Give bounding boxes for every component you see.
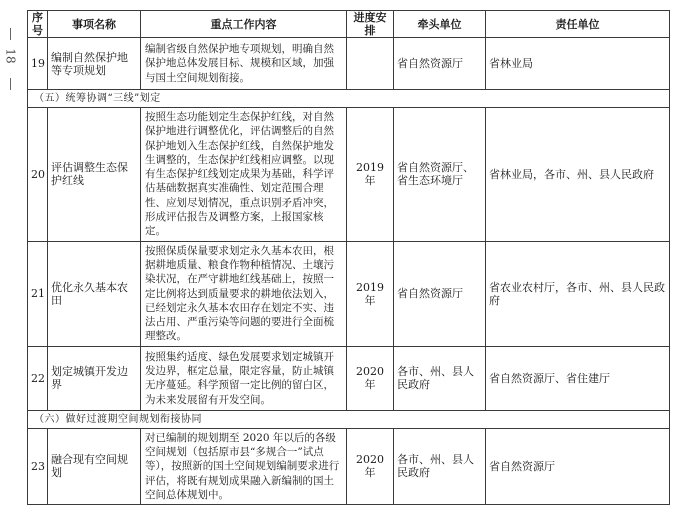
item-responsible: 省农业农村厅，各市、州、县人民政府 [486,241,670,346]
item-lead: 省自然资源厅 [394,38,486,90]
item-lead: 各市、州、县人民政府 [394,428,486,504]
item-schedule: 2019 年 [347,241,394,346]
header-lead: 牵头单位 [394,11,486,38]
header-responsible: 责任单位 [486,11,670,38]
row-number: 21 [28,241,48,346]
item-lead: 各市、州、县人民政府 [394,346,486,410]
section-heading-row [28,410,670,428]
item-content: 对已编制的规划期至 2020 年以后的各级空间规划（包括原市县“多规合一”试点等），按照新的国土空间规划编制要求进行评估，将既有规划成果融入新编制的国土空间总体规划中。 [141,428,347,504]
header-content: 重点工作内容 [141,11,347,38]
table-header-row [28,11,670,38]
item-schedule [347,38,394,90]
row-number: 22 [28,346,48,410]
page-number: 18 [4,48,18,64]
table-row [28,241,670,346]
table-row [28,108,670,242]
item-responsible: 省林业局，各市、州、县人民政府 [486,108,670,242]
item-content: 按照保质保量要求划定永久基本农田，根据耕地质量、粮食作物种植情况、土壤污染状况，在严守耕地红线基础上，按照一定比例将达到质量要求的耕地依法划入，已经划定永久基本农田存在划定不实、违法占用、严重污染等问题的要进行全面梳理整改。 [141,241,347,346]
table-row [28,38,670,90]
section-heading-row [28,90,670,108]
page-number-rule-bottom [10,78,11,90]
item-lead: 省自然资源厅 [394,241,486,346]
item-lead: 省自然资源厅、省生态环境厅 [394,108,486,242]
item-responsible: 省自然资源厅、省住建厅 [486,346,670,410]
header-schedule: 进度安排 [347,11,394,38]
row-number: 23 [28,428,48,504]
item-responsible: 省林业局 [486,38,670,90]
header-no: 序号 [28,11,48,38]
item-responsible: 省自然资源厅 [486,428,670,504]
item-name: 融合现有空间规划 [48,428,141,504]
header-name: 事项名称 [48,11,141,38]
item-schedule: 2020 年 [347,428,394,504]
row-number: 20 [28,108,48,242]
item-name: 编制自然保护地等专项规划 [48,38,141,90]
page-number-rule-top [10,28,11,40]
item-schedule: 2019 年 [347,108,394,242]
item-content: 编制省级自然保护地专项规划，明确自然保护地总体发展目标、规模和区域，加强与国土空间规划衔接。 [141,38,347,90]
section-heading: （六）做好过渡期空间规划衔接协同 [28,410,670,428]
section-heading: （五）统筹协调“三线”划定 [28,90,670,108]
table-row [28,346,670,410]
item-content: 按照生态功能划定生态保护红线，对自然保护地进行调整优化，评估调整后的自然保护地划入生态保护红线，自然保护地发生调整的，生态保护红线相应调整。以现有生态保护红线划定成果为基础，科学评估基础数据真实准确性、划定范围合理性、应划尽划情况，重点识别矛盾冲突，形成评估报告及调整方案，上报国家核定。 [141,108,347,242]
item-content: 按照集约适度、绿色发展要求划定城镇开发边界，框定总量，限定容量，防止城镇无序蔓延。科学预留一定比例的留白区，为未来发展留有开发空间。 [141,346,347,410]
table-row [28,428,670,504]
item-name: 优化永久基本农田 [48,241,141,346]
key-tasks-table [27,10,670,505]
item-schedule: 2020 年 [347,346,394,410]
item-name: 划定城镇开发边界 [48,346,141,410]
row-number: 19 [28,38,48,90]
item-name: 评估调整生态保护红线 [48,108,141,242]
